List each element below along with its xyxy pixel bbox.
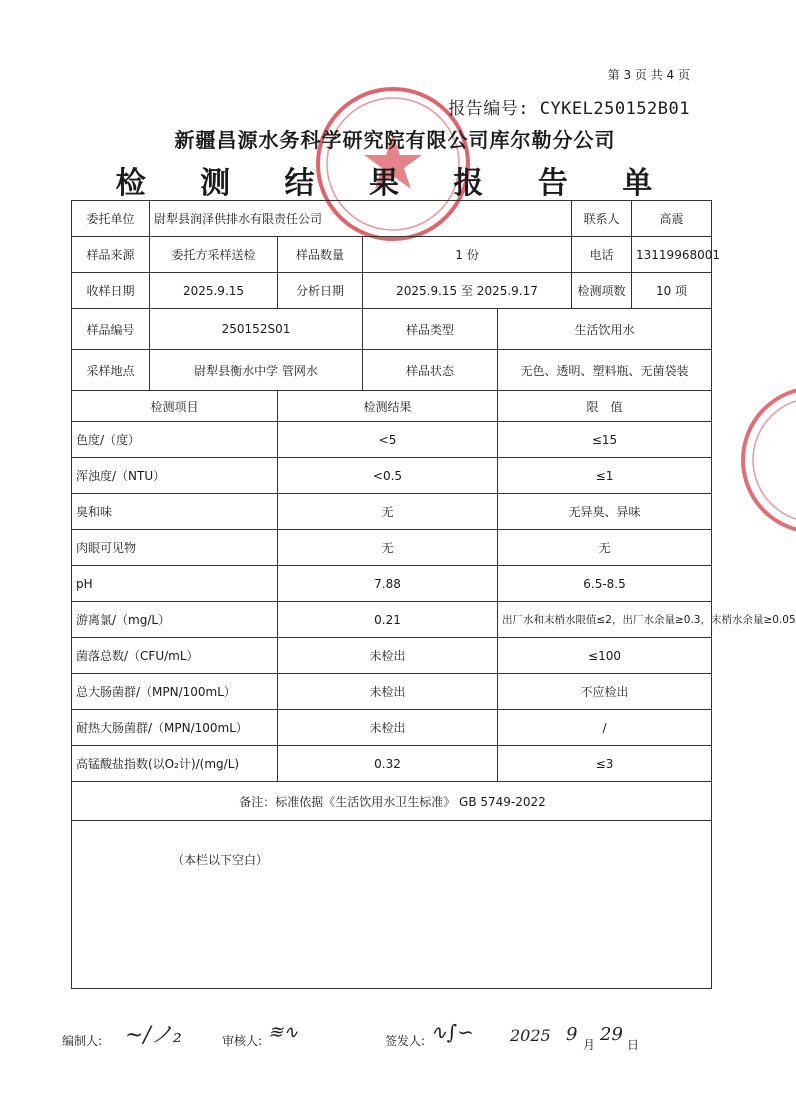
document-title: 检 测 结 果 报 告 单 bbox=[115, 166, 675, 201]
blank-note: （本栏以下空白） bbox=[172, 853, 269, 867]
result-limit: ≤1 bbox=[498, 458, 712, 494]
result-item: 浑浊度/（NTU） bbox=[72, 458, 278, 494]
sample-type-value: 生活饮用水 bbox=[498, 309, 712, 350]
notes: 备注：标准依据《生活饮用水卫生标准》 GB 5749-2022 bbox=[72, 782, 712, 821]
table-row bbox=[72, 566, 712, 602]
result-item: 臭和味 bbox=[72, 494, 278, 530]
page-indicator: 第 3 页 共 4 页 bbox=[607, 68, 690, 82]
result-value: 7.88 bbox=[278, 566, 498, 602]
source-value: 委托方采样送检 bbox=[150, 237, 278, 273]
month-unit: 月 bbox=[583, 1038, 596, 1052]
result-item: 耐热大肠菌群/（MPN/100mL） bbox=[72, 710, 278, 746]
sample-type-label: 样品类型 bbox=[363, 309, 498, 350]
table-row bbox=[72, 602, 712, 638]
sample-no-value: 250152S01 bbox=[150, 309, 363, 350]
client-label: 委托单位 bbox=[72, 201, 150, 237]
date-day: 29 bbox=[600, 1024, 623, 1045]
table-row bbox=[72, 638, 712, 674]
table-row bbox=[72, 746, 712, 782]
table-row bbox=[72, 458, 712, 494]
location-label: 采样地点 bbox=[72, 350, 150, 391]
result-limit: 无异臭、异味 bbox=[498, 494, 712, 530]
issuer-signature: ∿∫∽ bbox=[430, 1020, 474, 1044]
date-year: 2025 bbox=[510, 1026, 551, 1045]
edge-seal bbox=[735, 380, 795, 540]
reviewer-label: 审核人: bbox=[222, 1034, 263, 1048]
result-item: 菌落总数/（CFU/mL） bbox=[72, 638, 278, 674]
result-value: 无 bbox=[278, 494, 498, 530]
result-item: pH bbox=[72, 566, 278, 602]
table-row bbox=[72, 674, 712, 710]
result-item: 游离氯/（mg/L） bbox=[72, 602, 278, 638]
result-value: 未检出 bbox=[278, 674, 498, 710]
table-row bbox=[72, 530, 712, 566]
result-value: <5 bbox=[278, 422, 498, 458]
company-name: 新疆昌源水务科学研究院有限公司库尔勒分公司 bbox=[174, 128, 616, 152]
result-item: 总大肠菌群/（MPN/100mL） bbox=[72, 674, 278, 710]
result-limit: / bbox=[498, 710, 712, 746]
receive-date-label: 收样日期 bbox=[72, 273, 150, 309]
issuer-label: 签发人: bbox=[385, 1034, 426, 1048]
result-limit: 无 bbox=[498, 530, 712, 566]
result-limit: ≤3 bbox=[498, 746, 712, 782]
quantity-value: 1 份 bbox=[363, 237, 572, 273]
result-item: 色度/（度） bbox=[72, 422, 278, 458]
col-header-limit: 限 值 bbox=[498, 391, 712, 422]
result-value: 0.32 bbox=[278, 746, 498, 782]
sample-no-label: 样品编号 bbox=[72, 309, 150, 350]
editor-label: 编制人: bbox=[62, 1034, 103, 1048]
editor-signature: ~/ノ₂ bbox=[125, 1023, 182, 1048]
blank-area bbox=[72, 821, 712, 989]
contact-value: 高震 bbox=[632, 201, 712, 237]
items-count-label: 检测项数 bbox=[572, 273, 632, 309]
table-row bbox=[72, 710, 712, 746]
phone-value: 13119968001 bbox=[632, 237, 712, 273]
result-limit: 6.5-8.5 bbox=[498, 566, 712, 602]
report-table bbox=[71, 200, 796, 989]
result-item: 肉眼可见物 bbox=[72, 530, 278, 566]
report-number: 报告编号: CYKEL250152B01 bbox=[448, 99, 690, 119]
phone-label: 电话 bbox=[572, 237, 632, 273]
source-label: 样品来源 bbox=[72, 237, 150, 273]
table-row bbox=[72, 422, 712, 458]
result-value: 0.21 bbox=[278, 602, 498, 638]
result-limit: ≤100 bbox=[498, 638, 712, 674]
items-count-value: 10 项 bbox=[632, 273, 712, 309]
quantity-label: 样品数量 bbox=[278, 237, 363, 273]
result-item: 高锰酸盐指数(以O₂计)/(mg/L) bbox=[72, 746, 278, 782]
table-row bbox=[72, 494, 712, 530]
receive-date-value: 2025.9.15 bbox=[150, 273, 278, 309]
result-value: 无 bbox=[278, 530, 498, 566]
result-limit: ≤15 bbox=[498, 422, 712, 458]
col-header-result: 检测结果 bbox=[278, 391, 498, 422]
day-unit: 日 bbox=[627, 1038, 640, 1052]
analysis-date-value: 2025.9.15 至 2025.9.17 bbox=[363, 273, 572, 309]
reviewer-signature: ≋∿ bbox=[268, 1022, 299, 1043]
result-value: 未检出 bbox=[278, 638, 498, 674]
analysis-date-label: 分析日期 bbox=[278, 273, 363, 309]
result-limit: 出厂水和末梢水限值≤2，出厂水余量≥0.3，末梢水余量≥0.05 bbox=[498, 602, 712, 638]
client-value: 尉犁县润泽供排水有限责任公司 bbox=[150, 201, 572, 237]
state-label: 样品状态 bbox=[363, 350, 498, 391]
state-value: 无色、透明、塑料瓶、无菌袋装 bbox=[498, 350, 712, 391]
location-value: 尉犁县衡水中学 管网水 bbox=[150, 350, 363, 391]
result-limit: 不应检出 bbox=[498, 674, 712, 710]
result-value: <0.5 bbox=[278, 458, 498, 494]
col-header-item: 检测项目 bbox=[72, 391, 278, 422]
date-month: 9 bbox=[566, 1024, 578, 1045]
contact-label: 联系人 bbox=[572, 201, 632, 237]
result-value: 未检出 bbox=[278, 710, 498, 746]
